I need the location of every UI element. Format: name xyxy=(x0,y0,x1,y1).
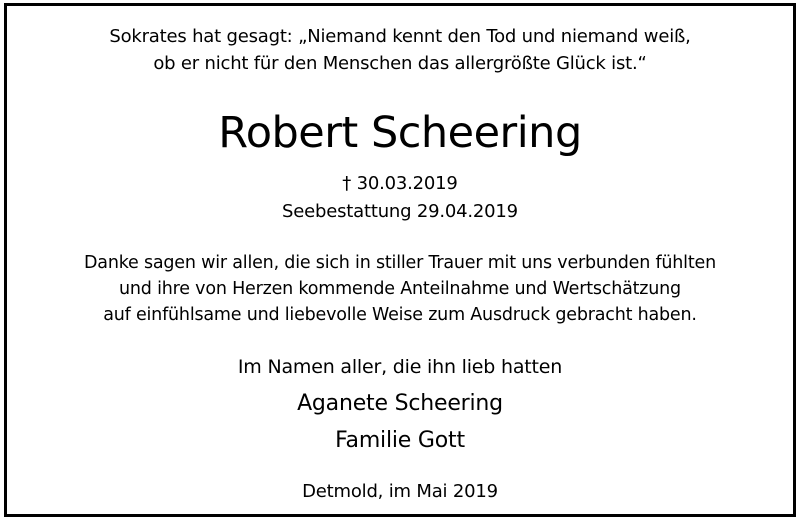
death-date: † 30.03.2019 xyxy=(342,173,458,194)
notice-frame xyxy=(4,3,796,517)
thanks-line-2: und ihre von Herzen kommende Anteilnahme und Wertschätzung xyxy=(119,279,681,299)
mourner-name-2: Familie Gott xyxy=(335,428,465,453)
mourner-name-1: Aganete Scheering xyxy=(297,391,503,416)
deceased-name: Robert Scheering xyxy=(218,108,582,158)
burial-date: Seebestattung 29.04.2019 xyxy=(282,201,518,222)
quote-line-2: ob er nicht für den Menschen das allergrößte Glück ist.“ xyxy=(153,53,647,74)
place-date: Detmold, im Mai 2019 xyxy=(302,481,498,502)
signoff-text: Im Namen aller, die ihn lieb hatten xyxy=(237,356,563,378)
thanks-line-1: Danke sagen wir allen, die sich in stiller Trauer mit uns verbunden fühlten xyxy=(84,253,716,273)
thanks-line-3: auf einfühlsame und liebevolle Weise zum Ausdruck gebracht haben. xyxy=(103,305,697,325)
quote-line-1: Sokrates hat gesagt: „Niemand kennt den Tod und niemand weiß, xyxy=(109,26,691,47)
